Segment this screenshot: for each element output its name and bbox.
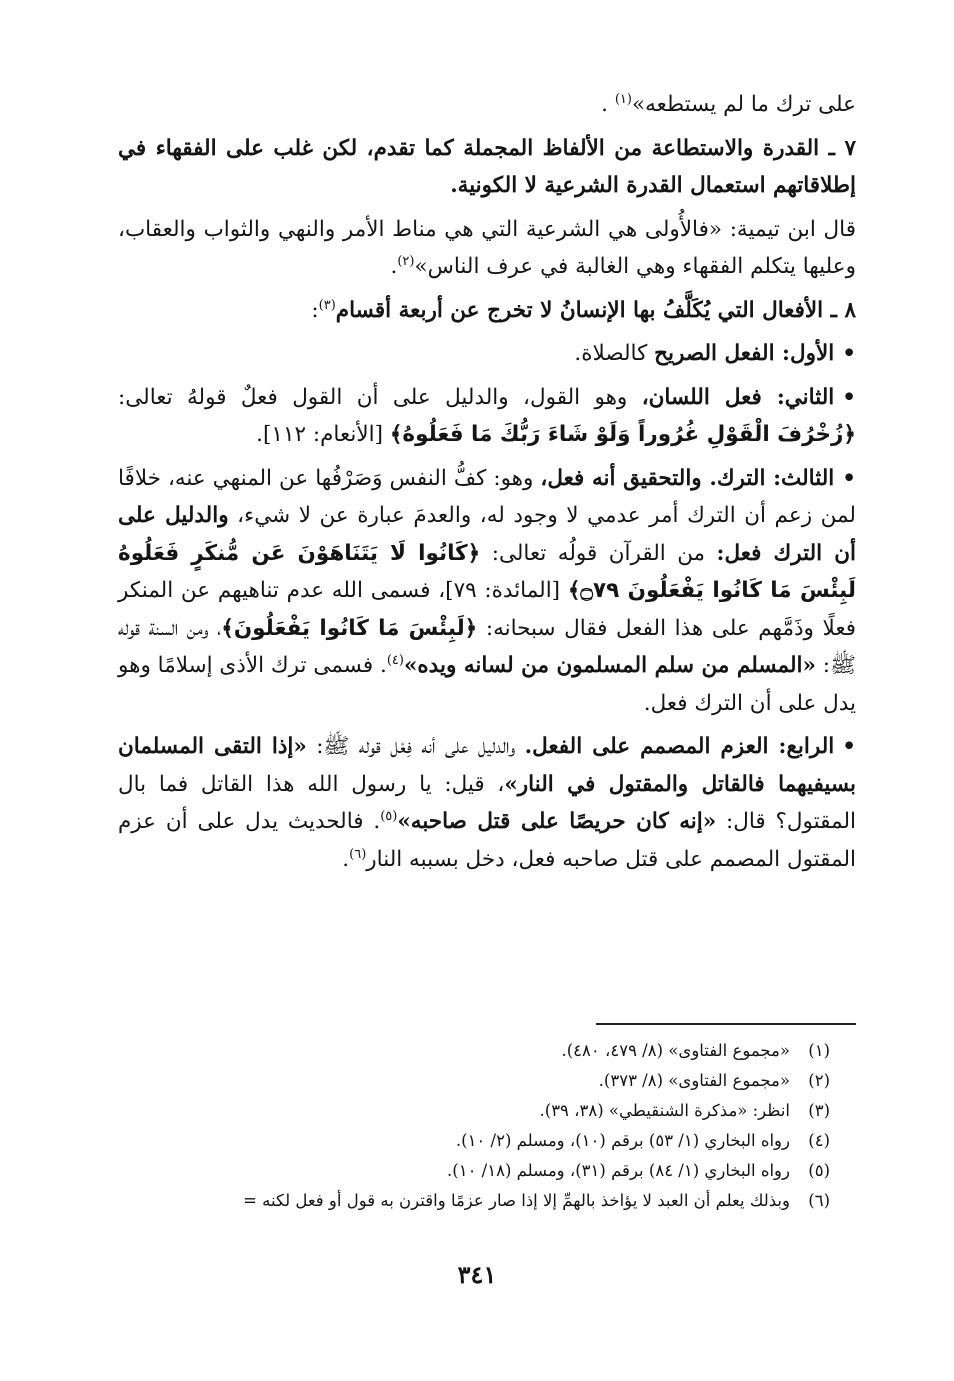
hadith-text: «إنه كان حريصًا على قتل صاحبه» <box>397 809 717 834</box>
footnote-number: (٣) <box>808 1101 830 1120</box>
paragraph-point-8: ٨ ـ الأفعال التي يُكَلَّفُ بها الإنسانُ لا تخرج عن أربعة أقسام$^{(٣)}$: <box>311 297 856 323</box>
footnote-text: «مجموع الفتاوى» (٨/ ٣٧٣). <box>598 1071 790 1090</box>
footnote-text: «مجموع الفتاوى» (٨/ ٤٧٩، ٤٨٠). <box>561 1041 790 1060</box>
hadith-text: «إذا التقى المسلمان بسيفيهما فالقاتل والمقتول في النار» <box>118 734 856 797</box>
bullet-icon: • <box>842 734 856 759</box>
paragraph-first-type: •الأول: الفعل الصريح كالصلاة. <box>574 341 856 366</box>
footnote-number: (٤) <box>808 1131 830 1150</box>
footnote-text: وبذلك يعلم أن العبد لا يؤاخذ بالهمِّ إلا إذا صار عزمًا واقترن به قول أو فعل لكنه = <box>243 1191 790 1210</box>
hadith-text: «المسلم من سلم المسلمون من لسانه ويده» <box>403 653 816 678</box>
paragraph-third-type: •الثالث: الترك. والتحقيق أنه فعل، وهو: كفُّ النفس وَصَرْفُها عن المنهي عنه، خلافًا لمن زعم أن الترك أمر عدمي لا وجود له، والعدمَ عبارة عن لا شيء، والدليل على أن الترك فعل: من القرآن قولُه تعالى: ﴿كَانُوا لَا يَتَنَاهَوْنَ عَن مُّنكَرٍ فَعَلُوهُ لَبِئْسَ مَا كَانُوا يَفْعَلُونَ ۝٧٩﴾ [المائدة: ٧٩]، فسمى الله عدم تناهيهم عن المنكر فعلًا وذَمَّهم على هذا الفعل فقال سبحانه: ﴿لَبِئْسَ مَا كَانُوا يَفْعَلُونَ﴾، ومن السنة قوله ﷺ: «المسلم من سلم المسلمون من لسانه ويده»$^{(٤)}$. فسمى ترك الأذى إسلامًا وهو يدل على أن الترك فعل. <box>118 465 856 716</box>
footnote-number: (٥) <box>808 1161 830 1180</box>
footnotes <box>100 1036 830 1216</box>
paragraph-fourth-type: •الرابع: العزم المصمم على الفعل. والدليل على أنه فِعْل قوله ﷺ: «إذا التقى المسلمان بسيفيهما فالقاتل والمقتول في النار»، قيل: يا رسول الله هذا القاتل فما بال المقتول؟ قال: «إنه كان حريصًا على قتل صاحبه»$^{(٥)}$. فالحديث يدل على أن عزم المقتول المصمم على قتل صاحبه فعل، دخل بسببه النار$^{(٦)}$. <box>118 734 856 872</box>
quran-verse: ﴿زُخْرُفَ الْقَوْلِ غُرُوراً وَلَوْ شَاءَ رَبُّكَ مَا فَعَلُوهُ﴾ <box>389 422 856 447</box>
footnote-item <box>100 1186 830 1216</box>
footnote-text: انظر: «مذكرة الشنقيطي» (٣٨، ٣٩). <box>539 1101 790 1120</box>
quran-verse: ﴿لَبِئْسَ مَا كَانُوا يَفْعَلُونَ﴾ <box>221 615 478 641</box>
footnote-text: رواه البخاري (١/ ٥٣) برقم (١٠)، ومسلم (٢/ ١٠). <box>455 1131 790 1150</box>
footnote-ref[interactable]: (٢) <box>397 253 415 269</box>
footnote-number: (١) <box>808 1041 830 1060</box>
page-number: ٣٤١ <box>457 1260 497 1289</box>
bullet-icon: • <box>842 465 856 491</box>
bullet-icon: • <box>842 384 856 410</box>
paragraph-second-type: •الثاني: فعل اللسان، وهو القول، والدليل على أن القول فعلٌ قولهُ تعالى: ﴿زُخْرُفَ الْقَوْلِ غُرُوراً وَلَوْ شَاءَ رَبُّكَ مَا فَعَلُوهُ﴾ [الأنعام: ١١٢]. <box>118 384 856 447</box>
footnote-item <box>100 1036 830 1066</box>
footnote-item <box>100 1126 830 1156</box>
paragraph-ibn-taymiyya-quote: قال ابن تيمية: «فالأُولى هي الشرعية التي هي مناط الأمر والنهي والثواب والعقاب، وعليها يتكلم الفقهاء وهي الغالبة في عرف الناس»$^{(٢)}$. <box>118 216 856 279</box>
footnote-ref[interactable]: (٣) <box>318 297 336 313</box>
footnote-item <box>100 1156 830 1186</box>
footnote-text: رواه البخاري (١/ ٨٤) برقم (٣١)، ومسلم (١٨/ ١٠). <box>447 1161 790 1180</box>
footnote-ref[interactable]: (١) <box>614 91 632 107</box>
footnote-ref[interactable]: (٥) <box>380 808 398 824</box>
footnote-number: (٢) <box>808 1071 830 1090</box>
footnote-item <box>100 1066 830 1096</box>
paragraph-point-7: ٧ ـ القدرة والاستطاعة من الألفاظ المجملة كما تقدم، لكن غلب على الفقهاء في إطلاقاتهم استعمال القدرة الشرعية لا الكونية. <box>118 135 856 198</box>
footnote-item <box>100 1096 830 1126</box>
paragraph-continuation: على ترك ما لم يستطعه»$^{(١)}$ . <box>601 91 856 117</box>
footnote-ref[interactable]: (٤) <box>386 652 404 668</box>
footnote-ref[interactable]: (٦) <box>349 846 367 862</box>
footnote-separator <box>596 1023 856 1025</box>
main-text <box>118 86 856 884</box>
footnote-number: (٦) <box>808 1191 830 1210</box>
bullet-icon: • <box>842 341 856 366</box>
quran-verse: ﴿كَانُوا لَا يَتَنَاهَوْنَ عَن مُّنكَرٍ فَعَلُوهُ لَبِئْسَ مَا كَانُوا يَفْعَلُونَ ۝٧٩﴾ <box>118 540 856 603</box>
